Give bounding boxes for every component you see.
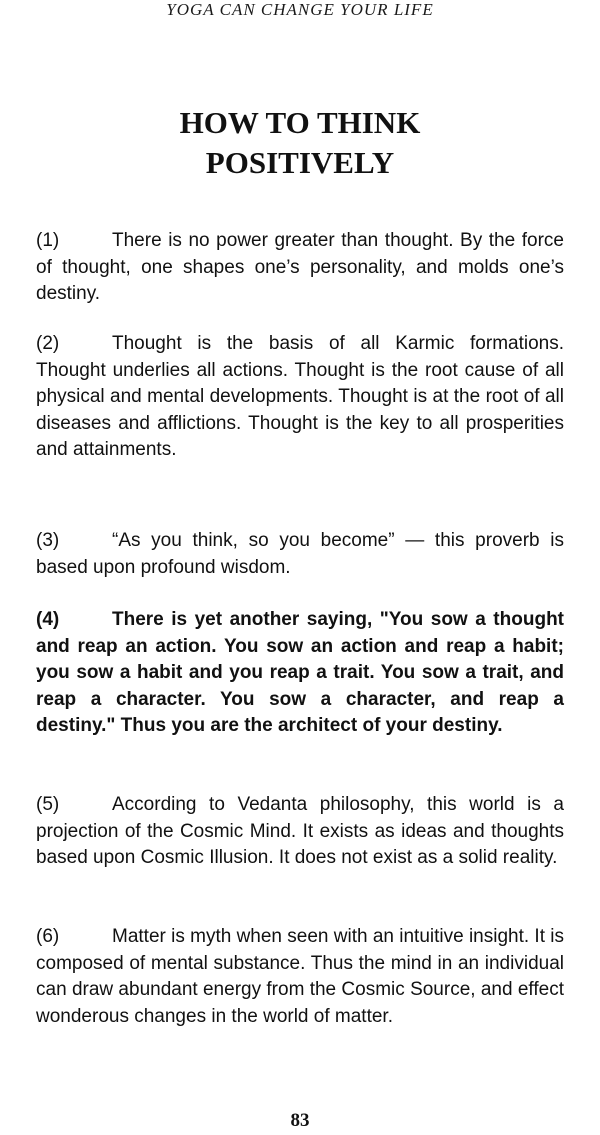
paragraph-1 [36, 228, 564, 308]
chapter-title-line-2: POSITIVELY [205, 145, 395, 180]
paragraph-number: (4) [36, 609, 60, 630]
paragraph-number: (1) [36, 230, 60, 251]
paragraph-number: (3) [36, 530, 60, 551]
chapter-title [0, 103, 600, 183]
paragraph-number: (2) [36, 333, 60, 354]
paragraph-5 [36, 792, 564, 872]
paragraph-text: Matter is myth when seen with an intuitive insight. It is composed of mental substance. Thus the mind in an individual can draw abundant energy from the Cosmic Source, and effect wonderous changes in the world of matter. [36, 926, 564, 1027]
paragraph-number: (6) [36, 926, 60, 947]
paragraph-6 [36, 924, 564, 1030]
paragraph-4 [36, 607, 564, 740]
paragraph-text: According to Vedanta philosophy, this world is a projection of the Cosmic Mind. It exists as ideas and thoughts based upon Cosmic Illusion. It does not exist as a solid reality. [36, 794, 564, 868]
paragraph-text: There is yet another saying, "You sow a thought and reap an action. You sow an action and reap a habit; you sow a habit and you reap a trait. You sow a trait, and reap a character. You sow a character, and reap a destiny." Thus you are the architect of your destiny. [36, 609, 564, 736]
running-header: YOGA CAN CHANGE YOUR LIFE [166, 0, 434, 19]
paragraph-number: (5) [36, 794, 60, 815]
chapter-title-line-1: HOW TO THINK [179, 105, 421, 140]
page-number: 83 [290, 1110, 310, 1131]
paragraph-text: Thought is the basis of all Karmic formations. Thought underlies all actions. Thought is the root cause of all physical and mental developments. Thought is at the root of all diseases and afflictions. Thought is the key to all prosperities and attainments. [36, 333, 564, 460]
paragraph-text: There is no power greater than thought. By the force of thought, one shapes one’s personality, and molds one’s destiny. [36, 230, 564, 304]
paragraph-text: “As you think, so you become” — this proverb is based upon profound wisdom. [36, 530, 564, 578]
paragraph-3 [36, 528, 564, 581]
paragraph-2 [36, 331, 564, 464]
